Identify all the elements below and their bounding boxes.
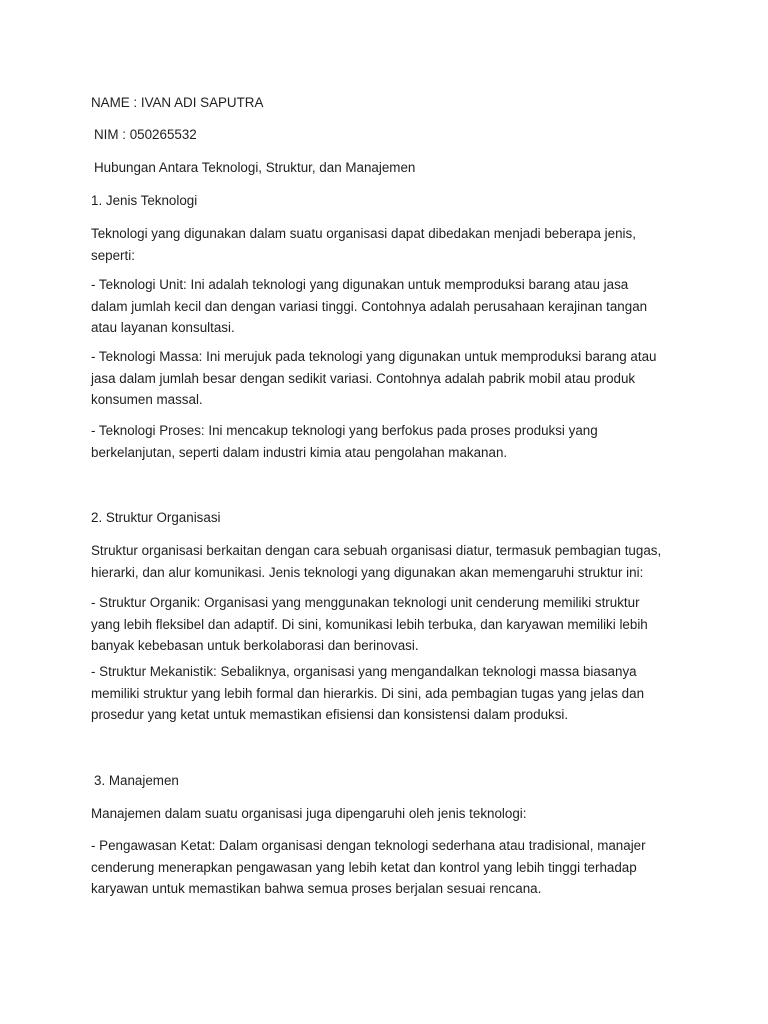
paragraph-line: Teknologi yang digunakan dalam suatu organisasi dapat dibedakan menjadi beberapa jenis, (91, 226, 636, 241)
paragraph-line: jasa dalam jumlah besar dengan sedikit variasi. Contohnya adalah pabrik mobil atau produk (91, 370, 636, 386)
paragraph-line: berkelanjutan, seperti dalam industri kimia atau pengolahan makanan. (91, 444, 508, 460)
section-1-heading: 1. Jenis Teknologi (91, 193, 198, 208)
paragraph-line: - Teknologi Massa: Ini merujuk pada teknologi yang digunakan untuk memproduksi barang atau (91, 349, 657, 364)
paragraph-line: - Pengawasan Ketat: Dalam organisasi dengan teknologi sederhana atau tradisional, manajer (91, 838, 646, 853)
section-3-intro (91, 803, 691, 825)
paragraph-line: - Struktur Organik: Organisasi yang menggunakan teknologi unit cenderung memiliki struktur (91, 595, 640, 610)
paragraph-line: Struktur organisasi berkaitan dengan cara sebuah organisasi diatur, termasuk pembagian tugas, (91, 543, 662, 558)
document-title: Hubungan Antara Teknologi, Struktur, dan Manajemen (94, 160, 416, 175)
teknologi-massa-paragraph (91, 346, 691, 411)
paragraph-line: cenderung menerapkan pengawasan yang lebih ketat dan kontrol yang lebih tinggi terhadap (91, 859, 637, 875)
struktur-organik-paragraph (91, 592, 691, 657)
section-3-heading: 3. Manajemen (94, 773, 179, 788)
paragraph-line: atau layanan konsultasi. (91, 320, 235, 335)
pengawasan-ketat-paragraph (91, 835, 691, 900)
paragraph-line: - Struktur Mekanistik: Sebaliknya, organisasi yang mengandalkan teknologi massa biasanya (91, 664, 637, 679)
paragraph-line: karyawan untuk memastikan bahwa semua proses berjalan sesuai rencana. (91, 881, 542, 896)
paragraph-line: - Teknologi Unit: Ini adalah teknologi yang digunakan untuk memproduksi barang atau jasa (91, 277, 629, 292)
paragraph-line: hierarki, dan alur komunikasi. Jenis teknologi yang digunakan akan memengaruhi struktur ini: (91, 564, 644, 580)
student-name: NAME : IVAN ADI SAPUTRA (91, 95, 264, 110)
teknologi-proses-paragraph (91, 420, 691, 463)
paragraph-line: - Teknologi Proses: Ini mencakup teknologi yang berfokus pada proses produksi yang (91, 423, 598, 438)
teknologi-unit-paragraph (91, 274, 691, 339)
paragraph-line: banyak kebebasan untuk berkolaborasi dan berinovasi. (91, 638, 419, 653)
paragraph-line: prosedur yang ketat untuk memastikan efisiensi dan konsistensi dalam produksi. (91, 707, 569, 722)
student-nim: NIM : 050265532 (94, 127, 197, 142)
section-2-heading: 2. Struktur Organisasi (91, 510, 221, 525)
paragraph-line: seperti: (91, 247, 135, 263)
section-2-intro (91, 540, 691, 583)
section-1-intro (91, 223, 691, 266)
paragraph-line: yang lebih fleksibel dan adaptif. Di sini, komunikasi lebih terbuka, dan karyawan memiliki lebih (91, 616, 648, 632)
paragraph-line: memiliki struktur yang lebih formal dan hierarkis. Di sini, ada pembagian tugas yang jelas dan (91, 685, 645, 701)
struktur-mekanistik-paragraph (91, 661, 691, 726)
paragraph-line: dalam jumlah kecil dan dengan variasi tinggi. Contohnya adalah perusahaan kerajinan tangan (91, 298, 648, 314)
paragraph-line: Manajemen dalam suatu organisasi juga dipengaruhi oleh jenis teknologi: (91, 806, 527, 821)
paragraph-line: konsumen massal. (91, 392, 203, 407)
